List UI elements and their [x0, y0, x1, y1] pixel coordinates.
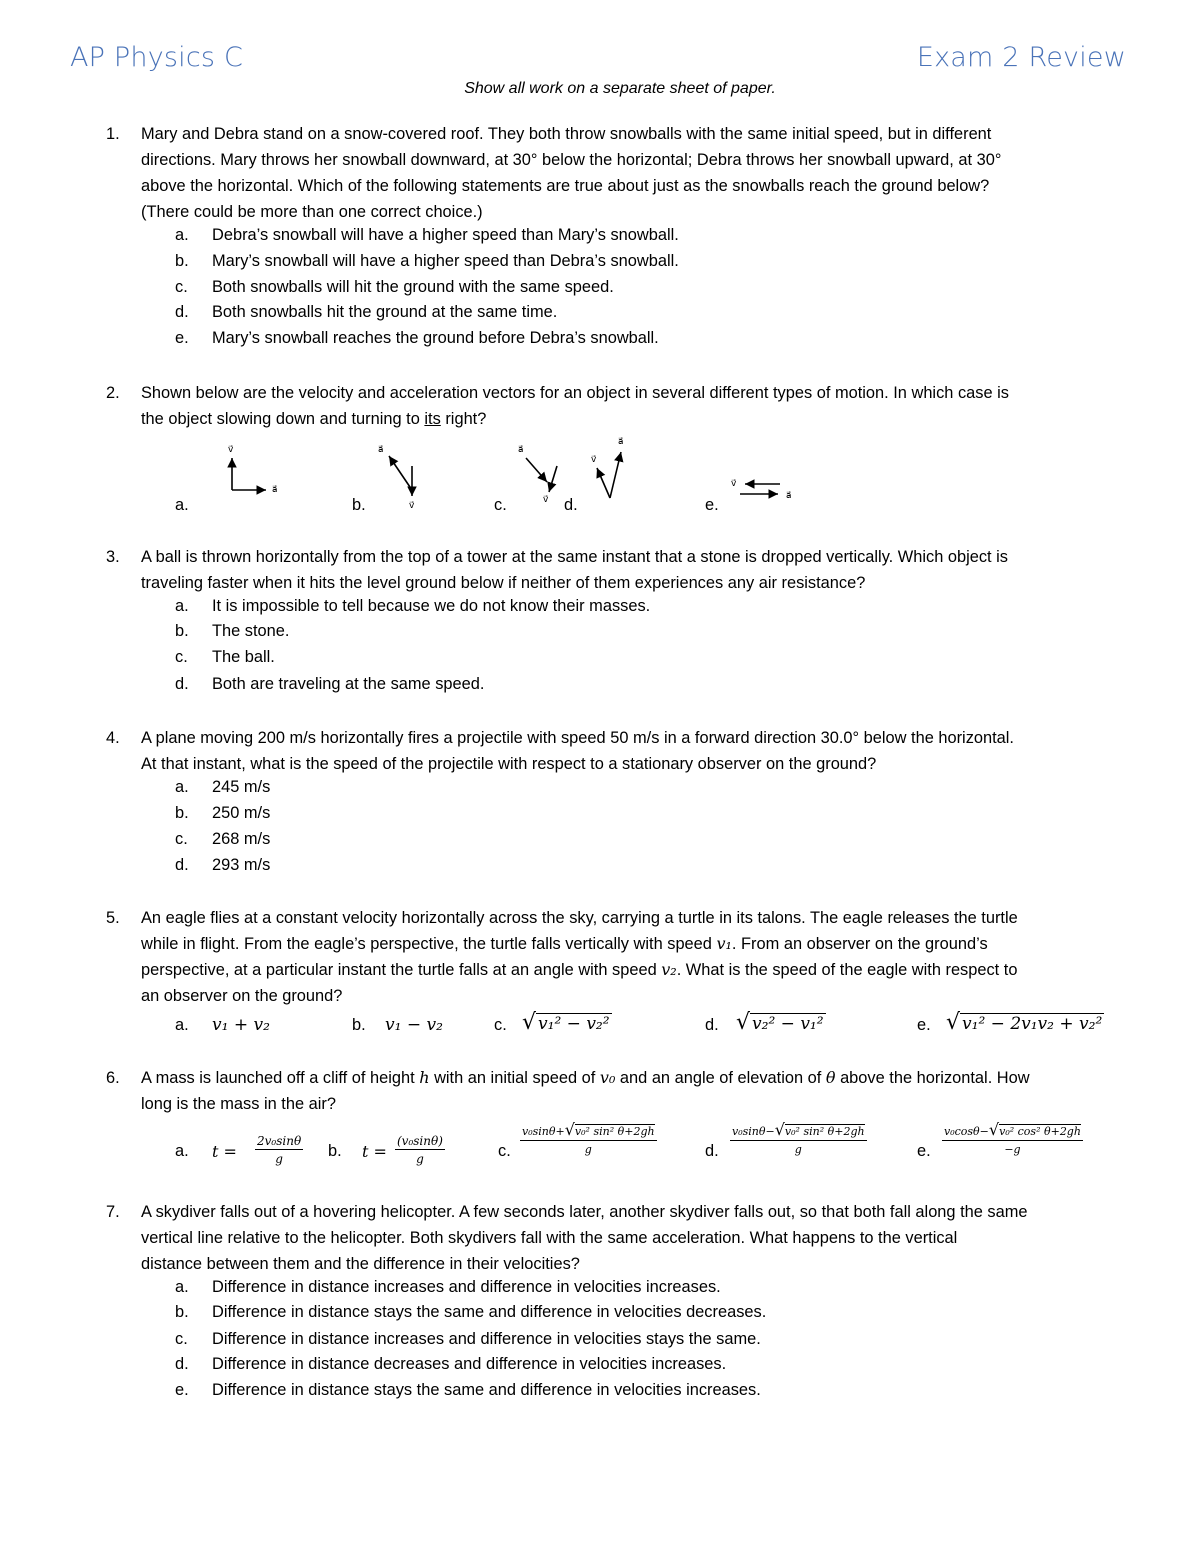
option-expression: √ v₁² − 2v₁v₂ + v₂² — [946, 1010, 1103, 1035]
option-text: Mary’s snowball will have a higher speed than Debra’s snowball. — [212, 252, 679, 270]
question-text — [141, 1065, 1141, 1117]
option-text: It is impossible to tell because we do not know their masses. — [212, 597, 651, 615]
option-letter: d. — [564, 496, 578, 514]
option-letter: a. — [175, 1016, 189, 1034]
question-text — [141, 1199, 1141, 1277]
question-line: A skydiver falls out of a hovering helicopter. A few seconds later, another skydiver falls out, so that both fall along the same — [141, 1203, 1028, 1221]
question-text — [141, 725, 1141, 777]
acceleration-label: a⃗ — [272, 485, 278, 495]
velocity-label: v⃗ — [543, 495, 549, 505]
option-text: Both snowballs hit the ground at the same time. — [212, 303, 558, 321]
option-text: 293 m/s — [212, 856, 271, 874]
option-letter: d. — [705, 1016, 719, 1034]
course-title: AP Physics C — [70, 42, 244, 73]
acceleration-label: a⃗ — [618, 437, 624, 447]
option-letter: c. — [498, 1142, 511, 1160]
option-fraction: $\frac{\text{v₀sinθ+√v₀² sin² θ+2gh}}{g}$ — [522, 1120, 655, 1156]
option-letter: e. — [175, 1381, 189, 1399]
question-line: while in flight. From the eagle’s perspective, the turtle falls vertically with speed v₁. From an observer on the ground’s — [141, 934, 988, 953]
option-letter: e. — [705, 496, 719, 514]
option-letter: d. — [175, 1355, 189, 1373]
question-line: Shown below are the velocity and acceleration vectors for an object in several different types of motion. In which case is — [141, 384, 1009, 402]
option-text: The ball. — [212, 648, 275, 666]
option-letter: c. — [175, 648, 188, 666]
option-fraction: $\frac{\text{v₀cosθ−√v₀² cos² θ+2gh}}{-g}$ — [944, 1120, 1081, 1156]
option-letter: d. — [705, 1142, 719, 1160]
question-line: A ball is thrown horizontally from the top of a tower at the same instant that a stone is dropped vertically. Which object is — [141, 548, 1009, 566]
option-letter: a. — [175, 226, 189, 244]
acceleration-label: a⃗ — [786, 491, 792, 501]
option-letter: a. — [175, 496, 189, 514]
question-line: vertical line relative to the helicopter. Both skydivers fall with the same acceleration. What happens to the vertical — [141, 1229, 958, 1247]
option-text: The stone. — [212, 622, 290, 640]
option-letter: b. — [328, 1142, 342, 1160]
option-letter: b. — [175, 1303, 189, 1321]
option-expression: v₁ + v₂ — [212, 1015, 270, 1035]
option-letter: d. — [175, 303, 189, 321]
option-text: 245 m/s — [212, 778, 271, 796]
vector-diagram-a — [228, 445, 278, 495]
question-line: directions. Mary throws her snowball downward, at 30° below the horizontal; Debra throws her snowball upward, at 30° — [141, 151, 1002, 169]
question-number: 5. — [106, 909, 120, 927]
acceleration-label: a⃗ — [378, 445, 384, 455]
option-letter: a. — [175, 1142, 189, 1160]
question-line: above the horizontal. Which of the following statements are true about just as the snowballs reach the ground below? — [141, 177, 990, 195]
question-line: An eagle flies at a constant velocity horizontally across the sky, carrying a turtle in its talons. The eagle releases the turtle — [141, 909, 1018, 927]
option-fraction: $\frac{\text{2v₀sinθ}}{g}$ — [257, 1134, 302, 1166]
vector-diagram-b — [378, 445, 415, 511]
option-letter: c. — [175, 278, 188, 296]
option-lhs: t = — [212, 1142, 237, 1161]
option-letter: b. — [352, 496, 366, 514]
option-letter: a. — [175, 1278, 189, 1296]
question-line: At that instant, what is the speed of the projectile with respect to a stationary observer on the ground? — [141, 755, 877, 773]
velocity-label: v⃗ — [228, 445, 234, 455]
option-letter: d. — [175, 675, 189, 693]
option-expression: v₁ − v₂ — [385, 1015, 443, 1035]
option-letter: c. — [175, 1330, 188, 1348]
question-line: the object slowing down and turning to its right? — [141, 410, 487, 428]
option-fraction: $\frac{\text{v₀sinθ−√v₀² sin² θ+2gh}}{g}$ — [732, 1120, 865, 1156]
instructions: Show all work on a separate sheet of paper. — [464, 80, 776, 97]
option-letter: b. — [175, 622, 189, 640]
option-text: Difference in distance stays the same and difference in velocities increases. — [212, 1381, 761, 1399]
question-line: perspective, at a particular instant the turtle falls at an angle with speed v₂. What is the speed of the eagle with respect to — [141, 960, 1018, 979]
question-number: 4. — [106, 729, 120, 747]
option-expression: √ v₂² − v₁² — [736, 1010, 824, 1035]
option-text: 268 m/s — [212, 830, 271, 848]
option-letter: b. — [175, 804, 189, 822]
option-text: Both are traveling at the same speed. — [212, 675, 485, 693]
option-text: Debra’s snowball will have a higher speed than Mary’s snowball. — [212, 226, 679, 244]
question-number: 3. — [106, 548, 120, 566]
question-line: Mary and Debra stand on a snow-covered roof. They both throw snowballs with the same initial speed, but in different — [141, 125, 992, 143]
question-line: traveling faster when it hits the level ground below if neither of them experiences any air resistance? — [141, 574, 866, 592]
option-letter: a. — [175, 597, 189, 615]
velocity-label: v⃗ — [731, 479, 737, 489]
question-line: A plane moving 200 m/s horizontally fires a projectile with speed 50 m/s in a forward direction 30.0° below the horizontal. — [141, 729, 1014, 747]
option-letter: c. — [175, 830, 188, 848]
option-fraction: $\frac{\text{(v₀sinθ)}}{g}$ — [397, 1134, 443, 1166]
velocity-label: v⃗ — [409, 501, 415, 511]
question-number: 2. — [106, 384, 120, 402]
option-letter: e. — [175, 329, 189, 347]
option-text: Difference in distance increases and difference in velocities stays the same. — [212, 1330, 761, 1348]
option-text: Both snowballs will hit the ground with the same speed. — [212, 278, 614, 296]
question-text — [141, 121, 1141, 225]
option-letter: c. — [494, 1016, 507, 1034]
option-letter: e. — [917, 1016, 931, 1034]
option-letter: e. — [917, 1142, 931, 1160]
question-line: A mass is launched off a cliff of height h with an initial speed of v₀ and an angle of elevation of θ above the horizontal. How — [141, 1068, 1030, 1087]
acceleration-label: a⃗ — [518, 445, 524, 455]
option-letter: c. — [494, 496, 507, 514]
option-letter: a. — [175, 778, 189, 796]
option-text: Mary’s snowball reaches the ground before Debra’s snowball. — [212, 329, 659, 347]
velocity-label: v⃗ — [591, 455, 597, 465]
option-letter: b. — [352, 1016, 366, 1034]
option-lhs: t = — [362, 1142, 387, 1161]
question-text — [141, 380, 1141, 432]
option-text: Difference in distance stays the same and difference in velocities decreases. — [212, 1303, 767, 1321]
vector-diagram-c — [518, 445, 557, 505]
question-line: distance between them and the difference in their velocities? — [141, 1255, 580, 1273]
vector-diagram-e — [731, 479, 792, 501]
question-number: 1. — [106, 125, 120, 143]
question-text — [141, 905, 1141, 1009]
vector-diagrams — [0, 432, 1200, 512]
option-text: Difference in distance decreases and difference in velocities increases. — [212, 1355, 727, 1373]
question-number: 7. — [106, 1203, 120, 1221]
question-line: (There could be more than one correct choice.) — [141, 203, 483, 221]
question-line: an observer on the ground? — [141, 987, 343, 1005]
question-text — [141, 544, 1141, 596]
option-letter: d. — [175, 856, 189, 874]
question-number: 6. — [106, 1069, 120, 1087]
option-text: 250 m/s — [212, 804, 271, 822]
question-line: long is the mass in the air? — [141, 1095, 336, 1113]
vector-diagram-d — [591, 437, 624, 498]
option-letter: b. — [175, 252, 189, 270]
option-expression: √ v₁² − v₂² — [522, 1010, 610, 1035]
exam-title: Exam 2 Review — [916, 42, 1126, 73]
option-text: Difference in distance increases and difference in velocities increases. — [212, 1278, 721, 1296]
